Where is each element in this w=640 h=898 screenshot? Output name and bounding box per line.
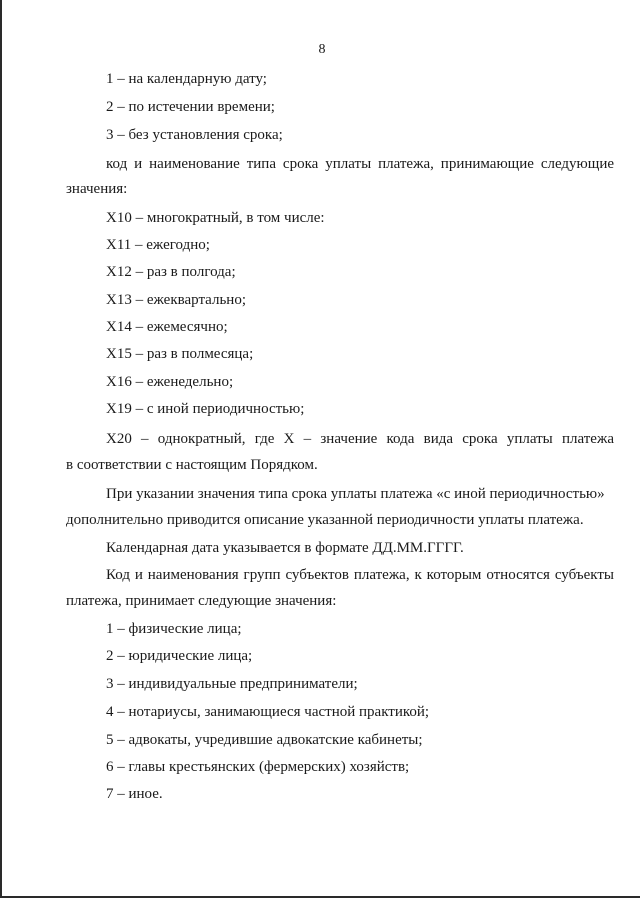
text-line: X11 – ежегодно; [106, 237, 210, 253]
text-line: значения: [66, 181, 128, 197]
text-line: 6 – главы крестьянских (фермерских) хозяйств; [106, 759, 410, 775]
text-line: X13 – ежеквартально; [106, 292, 246, 308]
text-line: 3 – без установления срока; [106, 127, 283, 143]
text-line: X19 – с иной периодичностью; [106, 401, 305, 417]
text-line: 1 – на календарную дату; [106, 71, 267, 87]
text-line: X16 – еженедельно; [106, 374, 234, 390]
text-line: Код и наименования групп субъектов платежа, к которым относятся субъекты [106, 567, 614, 583]
text-line: Календарная дата указывается в формате ДД.ММ.ГГГГ. [106, 540, 464, 556]
text-line: При указании значения типа срока уплаты платежа «с иной периодичностью» [106, 486, 605, 502]
text-line: дополнительно приводится описание указанной периодичности уплаты платежа. [66, 512, 584, 528]
text-line: в соответствии с настоящим Порядком. [66, 457, 318, 473]
text-line: 4 – нотариусы, занимающиеся частной практикой; [106, 704, 430, 720]
text-line: 1 – физические лица; [106, 621, 242, 637]
text-line: 3 – индивидуальные предприниматели; [106, 676, 358, 692]
text-line: X20 – однократный, где X – значение кода вида срока уплаты платежа [106, 431, 614, 447]
text-line: 2 – юридические лица; [106, 648, 253, 664]
text-line: X14 – ежемесячно; [106, 319, 228, 335]
page-number: 8 [318, 42, 326, 57]
text-line: 2 – по истечении времени; [106, 99, 275, 115]
text-line: 7 – иное. [106, 786, 163, 802]
text-line: код и наименование типа срока уплаты платежа, принимающие следующие [106, 156, 614, 172]
text-line: 5 – адвокаты, учредившие адвокатские кабинеты; [106, 732, 423, 748]
text-line: X12 – раз в полгода; [106, 264, 236, 280]
text-line: X15 – раз в полмесяца; [106, 346, 254, 362]
text-line: X10 – многократный, в том числе: [106, 210, 325, 226]
text-line: платежа, принимает следующие значения: [66, 593, 337, 609]
